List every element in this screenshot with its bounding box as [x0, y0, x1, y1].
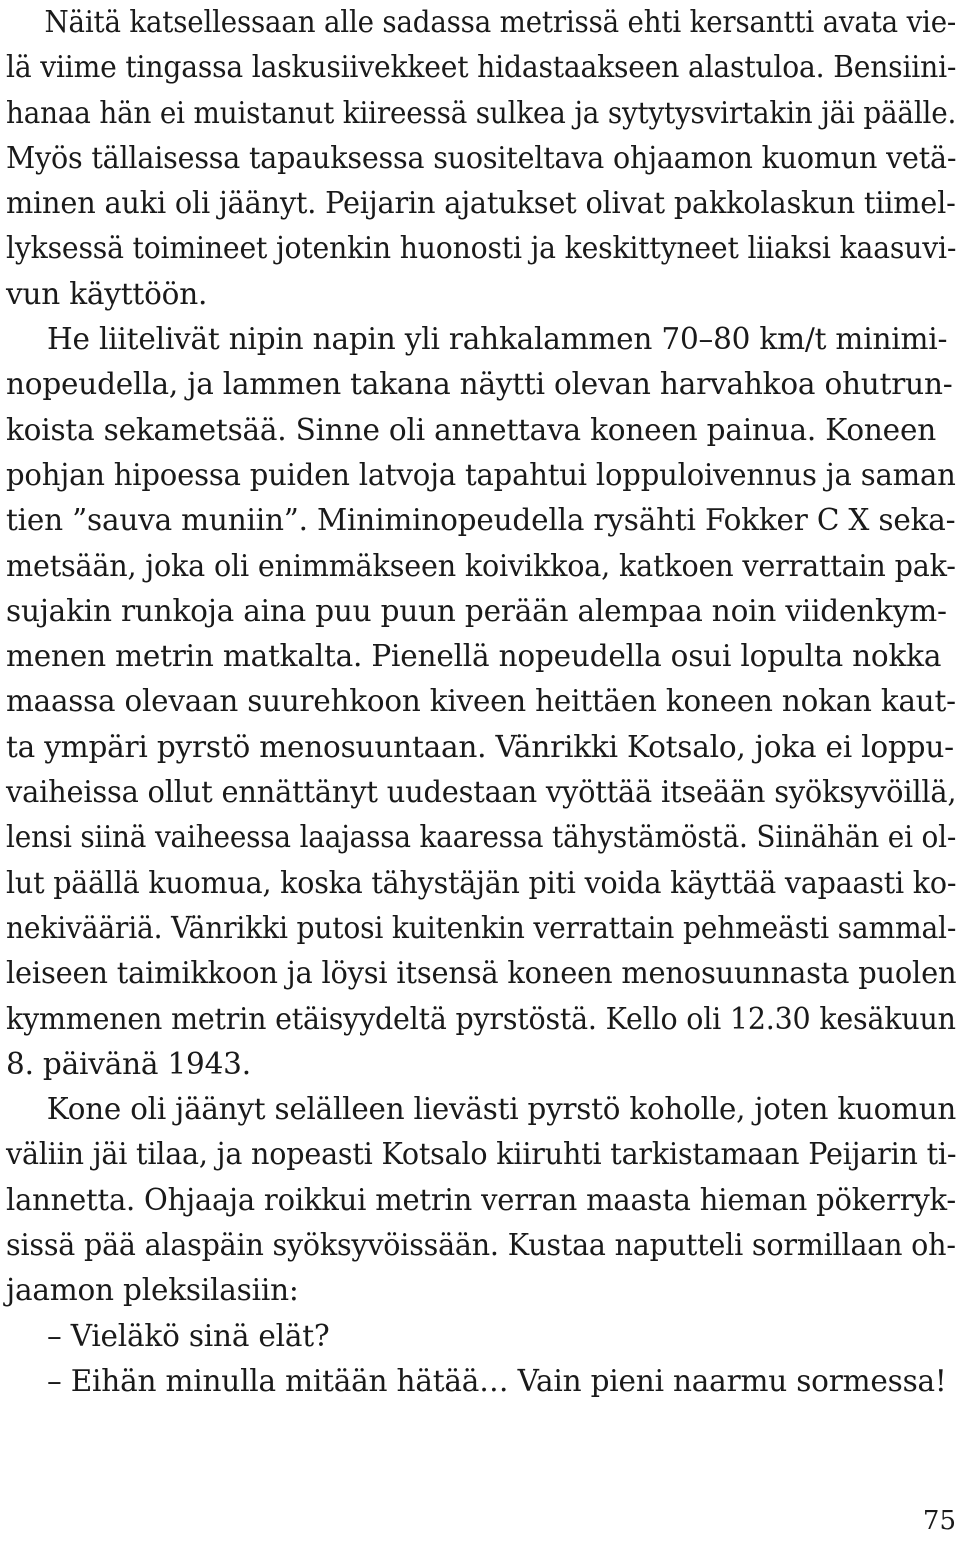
- text-line: hanaa hän ei muistanut kiireessä sulkea ja sytytysvirtakin jäi päälle.: [6, 95, 957, 130]
- text-line: Kone oli jäänyt selälleen lievästi pyrstö koholle, joten kuomun: [46, 1092, 957, 1127]
- text-line: nekivääriä. Vänrikki putosi kuitenkin verrattain pehmeästi sammal-: [6, 910, 957, 945]
- text-line: He liitelivät nipin napin yli rahkalammen 70–80 km/t minimi-: [47, 322, 948, 357]
- text-line: maassa olevaan suurehkoon kiveen heittäen koneen nokan kaut-: [6, 684, 956, 719]
- page-number: 75: [922, 1506, 956, 1536]
- text-line: jaamon pleksilasiin:: [6, 1273, 299, 1308]
- text-line: sujakin runkoja aina puu puun perään alempaa noin viidenkym-: [6, 593, 947, 628]
- paragraph-1: [6, 0, 956, 317]
- text-line: sissä pää alaspäin syöksyvöissään. Kustaa naputteli sormillaan oh-: [6, 1228, 956, 1263]
- text-line: väliin jäi tilaa, ja nopeasti Kotsalo kiiruhti tarkistamaan Peijarin ti-: [6, 1137, 957, 1172]
- text-line: koista sekametsää. Sinne oli annettava koneen painua. Koneen: [6, 412, 936, 447]
- text-line: minen auki oli jäänyt. Peijarin ajatukset olivat pakkolaskun tiimel-: [6, 186, 956, 221]
- text-line: metsään, joka oli enimmäkseen koivikkoa, katkoen verrattain pak-: [6, 548, 956, 583]
- dialogue: [6, 1314, 956, 1405]
- text-line: lensi siinä vaiheessa laajassa kaaressa tähystämöstä. Siinähän ei ol-: [6, 820, 957, 855]
- dialogue-line: – Eihän minulla mitään hätää… Vain pieni naarmu sormessa!: [47, 1363, 947, 1398]
- text-line: kymmenen metrin etäisyydeltä pyrstöstä. Kello oli 12.30 kesäkuun: [6, 1001, 956, 1036]
- text-line: leiseen taimikkoon ja löysi itsensä koneen menosuunnasta puolen: [6, 956, 957, 991]
- text-line: lannetta. Ohjaaja roikkui metrin verran maasta hieman pökerryk-: [6, 1182, 956, 1217]
- text-line: lut päällä kuomua, koska tähystäjän piti voida käyttää vapaasti ko-: [6, 865, 957, 900]
- paragraph-3: [6, 1087, 956, 1313]
- text-line: Näitä katsellessaan alle sadassa metrissä ehti kersantti avata vie-: [44, 5, 957, 39]
- text-line: Myös tällaisessa tapauksessa suositeltava ohjaamon kuomun vetä-: [6, 140, 957, 175]
- text-line: vaiheissa ollut ennättänyt uudestaan vyöttää itseään syöksyvöillä,: [6, 775, 957, 810]
- paragraph-2: [6, 317, 956, 1087]
- text-line: menen metrin matkalta. Pienellä nopeudella osui lopulta nokka: [6, 639, 942, 674]
- text-line: ta ympäri pyrstö menosuuntaan. Vänrikki Kotsalo, joka ei loppu-: [6, 729, 954, 764]
- text-line: lyksessä toimineet jotenkin huonosti ja keskittyneet liiaksi kaasuvi-: [6, 231, 957, 266]
- text-line: pohjan hipoessa puiden latvoja tapahtui loppuloivennus ja saman: [6, 457, 956, 492]
- dialogue-line: – Vieläkö sinä elät?: [47, 1318, 330, 1353]
- text-line: vun käyttöön.: [6, 276, 208, 311]
- page-body: [6, 0, 956, 1404]
- text-line: tien ”sauva muniin”. Miniminopeudella rysähti Fokker C X seka-: [6, 503, 956, 538]
- text-line: lä viime tingassa laskusiivekkeet hidastaakseen alastuloa. Bensiini-: [6, 50, 957, 85]
- text-line: 8. päivänä 1943.: [6, 1046, 251, 1081]
- text-line: nopeudella, ja lammen takana näytti olevan harvahkoa ohutrun-: [6, 367, 953, 402]
